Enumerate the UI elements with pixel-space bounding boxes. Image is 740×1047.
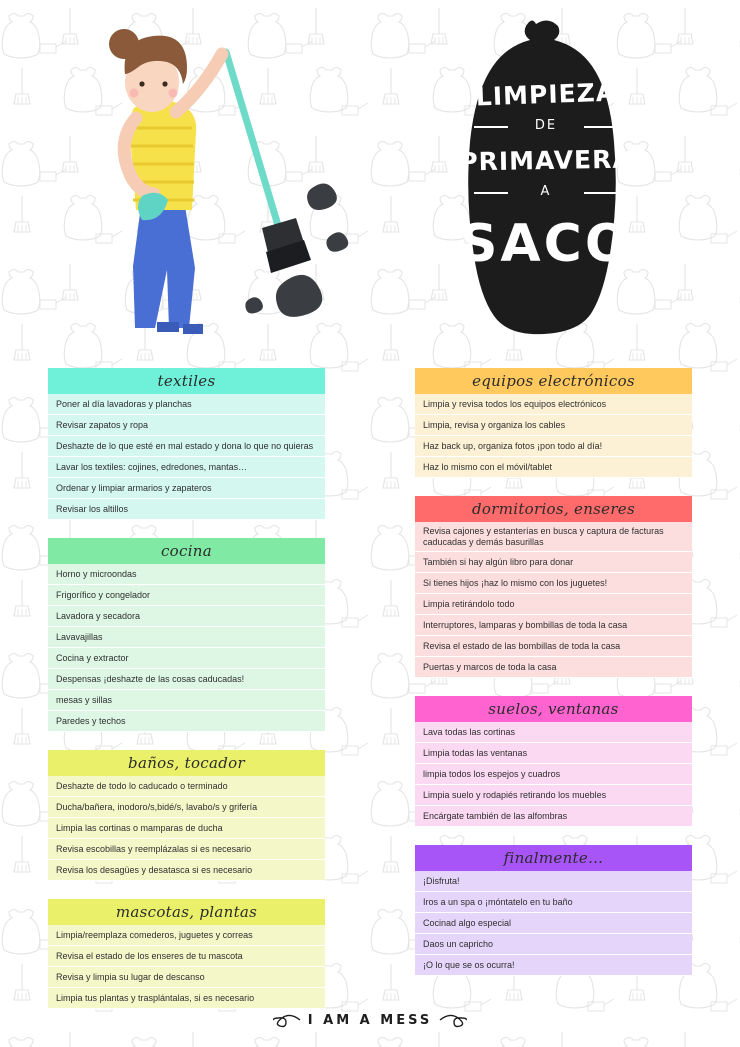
list-item[interactable] (415, 522, 692, 552)
list-item[interactable] (415, 806, 692, 827)
block-header-textiles: textiles (48, 368, 325, 394)
block-header-suelos-ventanas: suelos, ventanas (415, 696, 692, 722)
list-block-banos-tocador (48, 750, 325, 881)
list-item[interactable] (48, 690, 325, 711)
list-item[interactable] (415, 594, 692, 615)
list-item-label: Revisar zapatos y ropa (56, 419, 149, 430)
list-item[interactable] (415, 785, 692, 806)
swirl-right-icon (439, 1012, 467, 1028)
list-item-label: Ordenar y limpiar armarios y zapateros (56, 482, 212, 493)
list-item-label: Revisa cajones y estanterías en busca y captura de facturas caducadas y demás basurillas (423, 525, 664, 547)
block-rows-equipos-electronicos (415, 394, 692, 478)
block-header-cocina: cocina (48, 538, 325, 564)
block-rows-cocina (48, 564, 325, 732)
list-item[interactable] (415, 552, 692, 573)
block-header-dormitorios-enseres: dormitorios, enseres (415, 496, 692, 522)
list-item-label: Haz lo mismo con el móvil/tablet (423, 461, 553, 472)
list-item[interactable] (48, 478, 325, 499)
list-block-textiles (48, 368, 325, 520)
list-item[interactable] (415, 955, 692, 976)
block-rows-banos-tocador (48, 776, 325, 881)
list-item-label: Haz back up, organiza fotos ¡pon todo al día! (423, 440, 603, 451)
list-item-label: Lavadora y secadora (56, 610, 141, 621)
list-item-label: Limpia retirándolo todo (423, 598, 515, 609)
right-column (415, 368, 692, 994)
list-item[interactable] (48, 606, 325, 627)
list-item-label: Cocina y extractor (56, 652, 129, 663)
list-item-label: Deshazte de lo que esté en mal estado y dona lo que no quieras (56, 440, 314, 451)
list-item[interactable] (48, 839, 325, 860)
block-rows-mascotas-plantas (48, 925, 325, 1009)
list-item[interactable] (48, 711, 325, 732)
list-item-label: Limpia las cortinas o mamparas de ducha (56, 822, 223, 833)
list-item[interactable] (48, 457, 325, 478)
list-item[interactable] (48, 564, 325, 585)
list-item-label: Daos un capricho (423, 938, 494, 949)
list-item[interactable] (48, 585, 325, 606)
list-item-label: Limpia/reemplaza comederos, juguetes y correas (56, 929, 253, 940)
title-line-4: A (448, 184, 644, 199)
list-item-label: Revisa el estado de las bombillas de toda la casa (423, 640, 621, 651)
list-block-suelos-ventanas (415, 696, 692, 827)
list-item-label: Si tienes hijos ¡haz lo mismo con los juguetes! (423, 577, 608, 588)
list-item[interactable] (415, 934, 692, 955)
list-item-label: ¡O lo que se os ocurra! (423, 959, 515, 970)
list-item-label: Paredes y techos (56, 715, 126, 726)
list-item[interactable] (415, 871, 692, 892)
list-item[interactable] (48, 499, 325, 520)
list-item[interactable] (48, 925, 325, 946)
list-block-dormitorios-enseres (415, 496, 692, 678)
brand-label: I AM A MESS (307, 1012, 433, 1028)
list-item[interactable] (415, 743, 692, 764)
list-item-label: ¡Disfruta! (423, 875, 460, 886)
list-item[interactable] (48, 648, 325, 669)
list-item[interactable] (415, 615, 692, 636)
block-header-finalmente: finalmente… (415, 845, 692, 871)
list-item-label: Revisa el estado de los enseres de tu mascota (56, 950, 243, 961)
title-line-5: SACO (459, 214, 633, 274)
list-item-label: Revisa escobillas y reemplázalas si es necesario (56, 843, 252, 854)
list-item[interactable] (415, 722, 692, 743)
list-item-label: Lava todas las cortinas (423, 726, 516, 737)
list-item[interactable] (48, 946, 325, 967)
broom-shape (226, 52, 311, 273)
block-rows-suelos-ventanas (415, 722, 692, 827)
swirl-left-icon (273, 1012, 301, 1028)
list-item[interactable] (48, 436, 325, 457)
list-block-mascotas-plantas (48, 899, 325, 1009)
block-header-banos-tocador: baños, tocador (48, 750, 325, 776)
list-item-label: Limpia, revisa y organiza los cables (423, 419, 566, 430)
list-item-label: También si hay algún libro para donar (423, 556, 574, 567)
list-item[interactable] (415, 457, 692, 478)
list-item-label: Revisa y limpia su lugar de descanso (56, 971, 205, 982)
list-item-label: Ducha/bañera, inodoro/s,bidé/s, lavabo/s y grifería (56, 801, 258, 812)
list-item-label: Limpia tus plantas y trasplántalas, si es necesario (56, 992, 255, 1003)
list-item[interactable] (48, 988, 325, 1009)
list-item-label: Cocinad algo especial (423, 917, 512, 928)
block-rows-textiles (48, 394, 325, 520)
left-column (48, 368, 325, 1027)
list-item-label: Frigorífico y congelador (56, 589, 151, 600)
list-item-label: Deshazte de todo lo caducado o terminado (56, 780, 228, 791)
title-line-1: LIMPIEZA (475, 77, 617, 112)
list-item-label: Limpia suelo y rodapiés retirando los muebles (423, 789, 607, 800)
list-item-label: Puertas y marcos de toda la casa (423, 661, 557, 672)
block-rows-dormitorios-enseres (415, 522, 692, 678)
list-block-finalmente (415, 845, 692, 976)
list-item[interactable] (48, 967, 325, 988)
list-item[interactable] (415, 436, 692, 457)
list-item-label: Revisa los desagües y desatasca si es necesario (56, 864, 253, 875)
list-block-equipos-electronicos (415, 368, 692, 478)
list-item[interactable] (415, 573, 692, 594)
list-item-label: Poner al día lavadoras y planchas (56, 398, 192, 409)
list-item-label: Limpia y revisa todos los equipos electrónicos (423, 398, 607, 409)
list-item[interactable] (415, 657, 692, 678)
list-item[interactable] (415, 415, 692, 436)
list-item-label: Lavar los textiles: cojines, edredones, mantas… (56, 461, 248, 472)
list-item[interactable] (415, 892, 692, 913)
list-item-label: Despensas ¡deshazte de las cosas caducadas! (56, 673, 245, 684)
list-item[interactable] (48, 415, 325, 436)
list-item[interactable] (415, 636, 692, 657)
list-item[interactable] (415, 394, 692, 415)
title-line-3: PRIMAVERA (459, 144, 633, 177)
block-rows-finalmente (415, 871, 692, 976)
block-header-mascotas-plantas: mascotas, plantas (48, 899, 325, 925)
list-item-label: mesas y sillas (56, 694, 113, 705)
list-item[interactable] (48, 627, 325, 648)
title-line-2: DE (448, 118, 644, 133)
list-item[interactable] (48, 669, 325, 690)
list-item-label: Limpia todas las ventanas (423, 747, 528, 758)
block-header-equipos-electronicos: equipos electrónicos (415, 368, 692, 394)
girl-figure (109, 29, 222, 334)
title-bag (448, 18, 644, 338)
list-item-label: Revisar los altillos (56, 503, 129, 514)
list-item-label: Interruptores, lamparas y bombillas de toda la casa (423, 619, 628, 630)
list-item-label: Iros a un spa o ¡móntatelo en tu baño (423, 896, 573, 907)
list-item-label: Horno y microondas (56, 568, 137, 579)
list-item-label: limpia todos los espejos y cuadros (423, 768, 561, 779)
list-block-cocina (48, 538, 325, 732)
footer (0, 1012, 740, 1033)
list-item[interactable] (48, 776, 325, 797)
list-item[interactable] (48, 797, 325, 818)
list-item[interactable] (48, 394, 325, 415)
list-item[interactable] (48, 860, 325, 881)
list-item-label: Lavavajillas (56, 631, 103, 642)
list-item-label: Encárgate también de las alfombras (423, 810, 568, 821)
list-item[interactable] (415, 764, 692, 785)
list-item[interactable] (415, 913, 692, 934)
list-item[interactable] (48, 818, 325, 839)
